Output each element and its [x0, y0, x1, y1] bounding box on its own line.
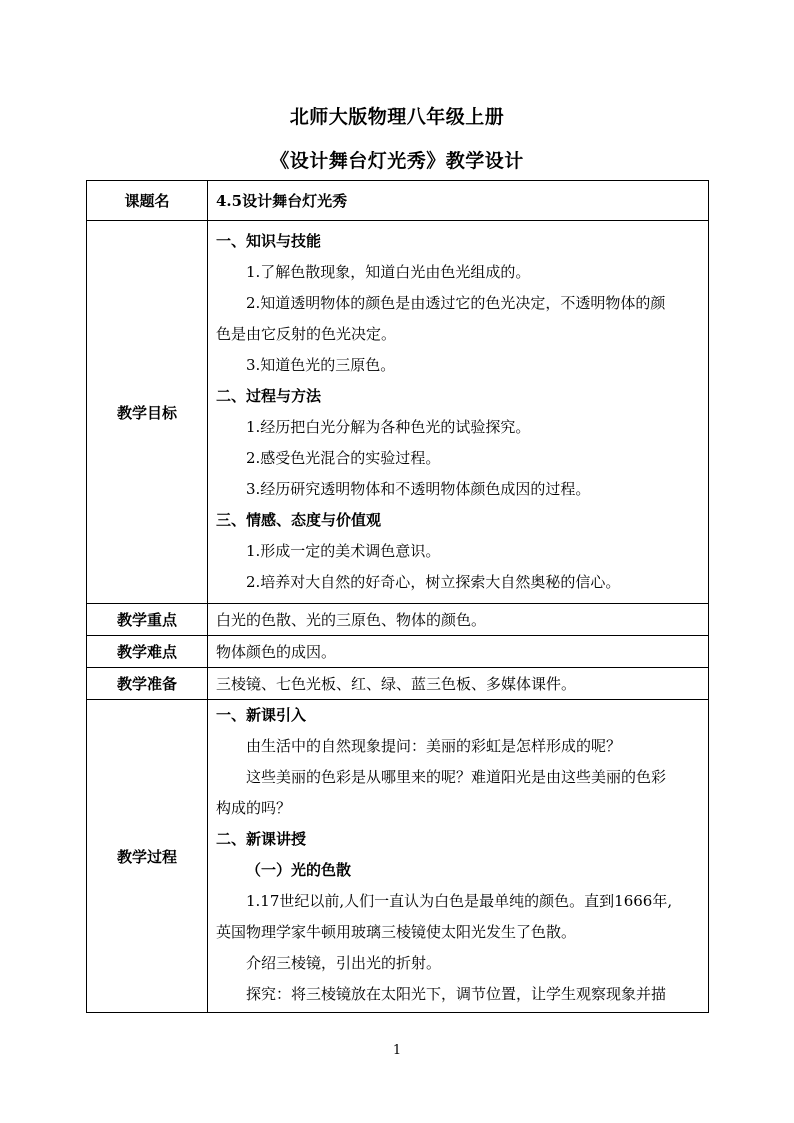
objective-item: 2.感受色光混合的实验过程。: [246, 449, 441, 467]
process-subheading: （一）光的色散: [246, 861, 352, 879]
lesson-plan-table: [86, 180, 709, 1013]
objectives-label: 教学目标: [87, 221, 208, 604]
objectives-heading-1: 一、知识与技能: [216, 232, 322, 250]
table-row-topic: [87, 181, 709, 221]
objective-item: 2.知道透明物体的颜色是由透过它的色光决定，不透明物体的颜: [246, 294, 666, 312]
table-row-objectives: [87, 221, 709, 604]
objective-item: 1.经历把白光分解为各种色光的试验探究。: [246, 418, 531, 436]
process-paragraph: 介绍三棱镜，引出光的折射。: [246, 954, 442, 972]
preparation-label: 教学准备: [87, 668, 208, 700]
process-heading-2: 二、新课讲授: [216, 830, 307, 848]
objective-item: 1.形成一定的美术调色意识。: [246, 542, 441, 560]
process-paragraph-continued: 英国物理学家牛顿用玻璃三棱镜使太阳光发生了色散。: [216, 923, 577, 941]
page-number: 1: [392, 1043, 402, 1058]
objective-item: 2.培养对大自然的好奇心，树立探索大自然奥秘的信心。: [246, 573, 621, 591]
process-content: [208, 700, 709, 1013]
document-title: 北师大版物理八年级上册: [289, 106, 505, 128]
objectives-heading-2: 二、过程与方法: [216, 387, 322, 405]
preparation-value: 三棱镜、七色光板、红、绿、蓝三色板、多媒体课件。: [208, 668, 709, 700]
table-row-process: [87, 700, 709, 1013]
process-paragraph: 这些美丽的色彩是从哪里来的呢？难道阳光是由这些美丽的色彩: [246, 768, 667, 786]
objective-item-continued: 色是由它反射的色光决定。: [216, 325, 397, 343]
process-paragraph: 探究：将三棱镜放在太阳光下，调节位置，让学生观察现象并描: [246, 985, 667, 1003]
key-points-value: 白光的色散、光的三原色、物体的颜色。: [208, 604, 709, 636]
objective-item: 3.知道色光的三原色。: [246, 356, 396, 374]
process-heading-1: 一、新课引入: [216, 706, 307, 724]
process-paragraph: 1.17世纪以前,人们一直认为白色是最单纯的颜色。直到1666年,: [246, 892, 673, 910]
objective-item: 1.了解色散现象，知道白光由色光组成的。: [246, 263, 531, 281]
process-label: 教学过程: [87, 700, 208, 1013]
document-subtitle: 《设计舞台灯光秀》教学设计: [270, 150, 524, 172]
topic-label: 课题名: [87, 181, 208, 221]
process-paragraph: 由生活中的自然现象提问：美丽的彩虹是怎样形成的呢？: [246, 737, 622, 755]
objective-item: 3.经历研究透明物体和不透明物体颜色成因的过程。: [246, 480, 591, 498]
key-points-label: 教学重点: [87, 604, 208, 636]
process-paragraph-continued: 构成的吗？: [216, 799, 292, 817]
objectives-heading-3: 三、情感、态度与价值观: [216, 511, 382, 529]
table-row-preparation: [87, 668, 709, 700]
table-row-difficulties: [87, 636, 709, 668]
topic-value: 4.5设计舞台灯光秀: [208, 181, 709, 221]
table-row-key-points: [87, 604, 709, 636]
difficulties-label: 教学难点: [87, 636, 208, 668]
difficulties-value: 物体颜色的成因。: [208, 636, 709, 668]
objectives-content: [208, 221, 709, 604]
